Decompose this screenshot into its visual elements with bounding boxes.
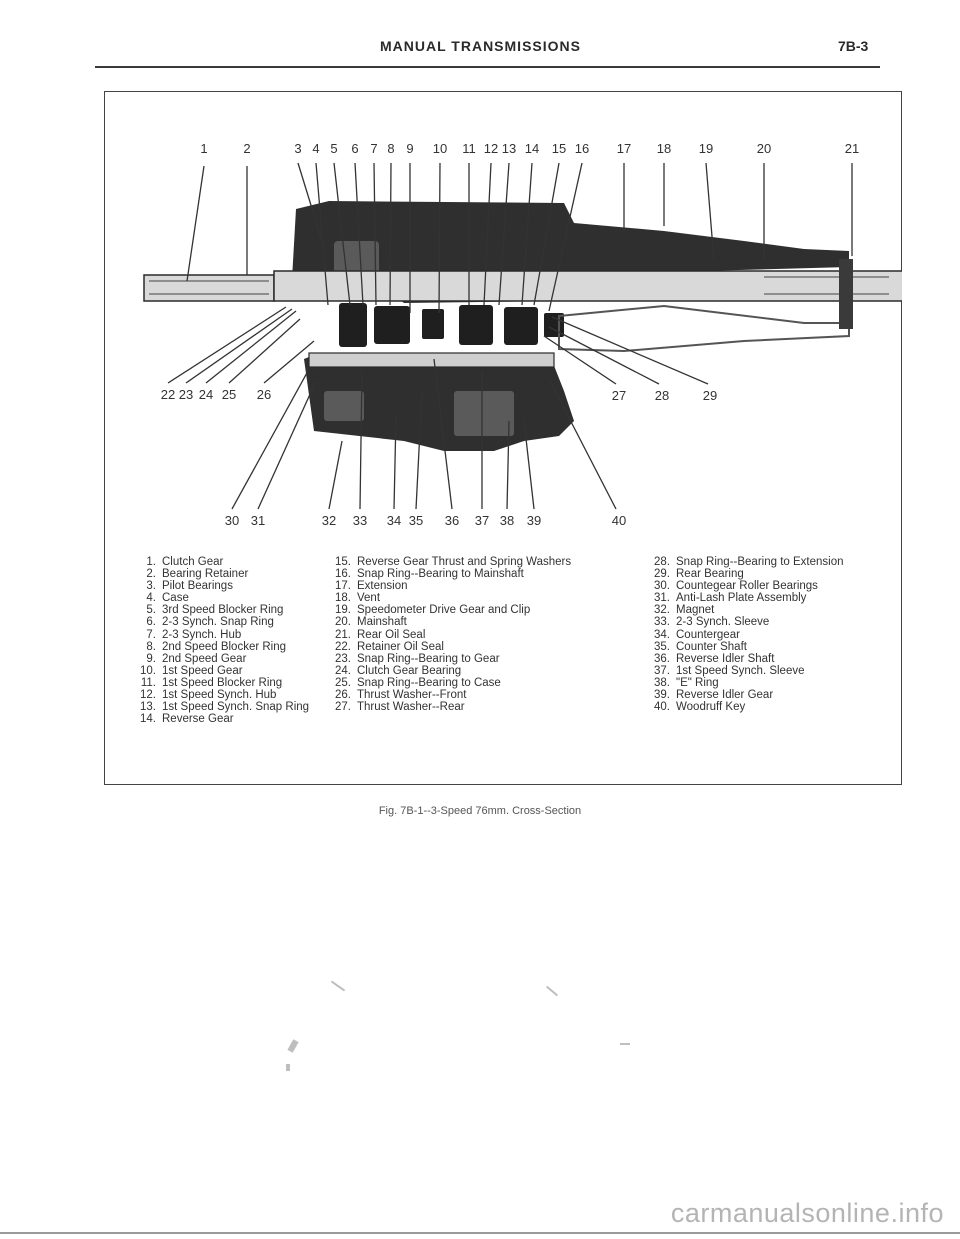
- legend-item: [130, 568, 309, 580]
- legend-item: [130, 701, 309, 713]
- callout-number: 24: [198, 387, 214, 402]
- legend-item: [644, 592, 844, 604]
- legend-item-label: Clutch Gear: [162, 556, 224, 568]
- legend-item-number: 14.: [140, 713, 156, 726]
- legend-item: [325, 629, 571, 641]
- legend-item-number: 20.: [335, 616, 351, 629]
- callout-number: 37: [474, 513, 490, 528]
- legend-item-label: 2-3 Synch. Hub: [162, 628, 242, 641]
- legend-item-label: Retainer Oil Seal: [357, 640, 444, 653]
- legend-item: [130, 689, 309, 701]
- callout-number: 22: [160, 387, 176, 402]
- legend-item-label: Snap Ring--Bearing to Extension: [676, 556, 844, 568]
- legend-item: [644, 616, 844, 628]
- legend-item: [644, 568, 844, 580]
- legend-item: [325, 604, 571, 616]
- legend-item-number: 36.: [654, 652, 670, 665]
- legend-item: [644, 689, 844, 701]
- scan-smudge: [331, 981, 345, 992]
- legend-column-2: [325, 556, 571, 713]
- legend-item: [325, 665, 571, 677]
- scan-smudge: [286, 1064, 290, 1071]
- legend-item-number: 21.: [335, 628, 351, 641]
- legend-item-label: Countegear Roller Bearings: [676, 580, 818, 593]
- callout-number: 15: [551, 141, 567, 156]
- legend-item-number: 7.: [146, 628, 156, 641]
- callout-number: 26: [256, 387, 272, 402]
- legend-item-label: Rear Bearing: [676, 568, 744, 581]
- legend-item-number: 31.: [654, 592, 670, 605]
- scan-smudge: [546, 986, 558, 997]
- page-header-title: MANUAL TRANSMISSIONS: [380, 38, 581, 54]
- callout-number: 21: [844, 141, 860, 156]
- callout-number: 13: [501, 141, 517, 156]
- legend-item-label: Bearing Retainer: [162, 568, 249, 581]
- legend-item-label: Counter Shaft: [676, 640, 747, 653]
- legend-item-label: Case: [162, 592, 189, 605]
- legend-item-number: 13.: [140, 701, 156, 714]
- legend-item: [130, 556, 309, 568]
- callout-number: 4: [312, 141, 320, 156]
- legend-item-number: 26.: [335, 689, 351, 702]
- legend-item: [325, 701, 571, 713]
- legend-item: [130, 641, 309, 653]
- callout-number: 27: [611, 388, 627, 403]
- legend-item-number: 3.: [146, 580, 156, 593]
- callout-number: 33: [352, 513, 368, 528]
- legend-item-number: 11.: [140, 676, 156, 689]
- callout-number: 8: [387, 141, 395, 156]
- legend-item-number: 5.: [146, 604, 156, 617]
- legend-item-number: 12.: [140, 689, 156, 702]
- legend-item: [130, 629, 309, 641]
- legend-item: [325, 616, 571, 628]
- callout-number: 12: [483, 141, 499, 156]
- legend-item: [644, 665, 844, 677]
- callout-number: 39: [526, 513, 542, 528]
- legend-item-label: Snap Ring--Bearing to Case: [357, 676, 501, 689]
- legend-item-number: 15.: [335, 556, 351, 568]
- legend-item-number: 16.: [335, 568, 351, 581]
- legend-item-label: Anti-Lash Plate Assembly: [676, 592, 807, 605]
- callout-number: 25: [221, 387, 237, 402]
- legend-item-label: Clutch Gear Bearing: [357, 664, 462, 677]
- page-number: 7B-3: [838, 38, 869, 54]
- legend-item-label: Pilot Bearings: [162, 580, 233, 593]
- legend-item-number: 25.: [335, 676, 351, 689]
- legend-item: [325, 653, 571, 665]
- watermark-text: carmanualsonline.info: [670, 1198, 944, 1228]
- legend-item: [130, 653, 309, 665]
- legend-item-number: 32.: [654, 604, 670, 617]
- legend-item: [130, 677, 309, 689]
- callout-number: 23: [178, 387, 194, 402]
- legend-item: [644, 677, 844, 689]
- legend-item: [325, 580, 571, 592]
- callout-number: 29: [702, 388, 718, 403]
- legend-item-number: 2.: [146, 568, 156, 581]
- legend-item-label: Snap Ring--Bearing to Gear: [357, 652, 500, 665]
- figure-caption: Fig. 7B-1--3-Speed 76mm. Cross-Section: [378, 805, 582, 817]
- legend-item-label: 1st Speed Synch. Hub: [162, 689, 277, 702]
- legend-item-label: 2-3 Synch. Snap Ring: [162, 616, 274, 629]
- legend-item-number: 17.: [335, 580, 351, 593]
- legend-item-label: Snap Ring--Bearing to Mainshaft: [357, 568, 524, 581]
- legend-item-number: 39.: [654, 689, 670, 702]
- callout-number: 11: [462, 141, 476, 156]
- countershaft: [309, 353, 554, 367]
- legend-item: [325, 677, 571, 689]
- transmission-cross-section-illustration: [104, 91, 902, 541]
- legend-item: [325, 641, 571, 653]
- legend-item: [325, 592, 571, 604]
- legend-item-label: Speedometer Drive Gear and Clip: [357, 604, 531, 617]
- footer-divider: [0, 1232, 960, 1234]
- legend-item-number: 22.: [335, 640, 351, 653]
- legend-item-label: 1st Speed Synch. Snap Ring: [162, 701, 310, 714]
- callout-number: 18: [656, 141, 672, 156]
- legend-item: [644, 556, 844, 568]
- callout-number: 9: [406, 141, 414, 156]
- legend-item-label: Magnet: [676, 604, 715, 617]
- legend-item: [644, 653, 844, 665]
- legend-item-number: 40.: [654, 701, 670, 714]
- legend-item-number: 10.: [140, 664, 156, 677]
- callout-number: 28: [654, 388, 670, 403]
- legend-item-label: "E" Ring: [676, 676, 719, 689]
- legend-item-number: 37.: [654, 664, 670, 677]
- legend-item-number: 34.: [654, 628, 670, 641]
- scan-smudge: [287, 1039, 298, 1052]
- legend-item-number: 1.: [146, 556, 156, 568]
- legend-item-label: Countergear: [676, 628, 740, 641]
- legend-item: [130, 665, 309, 677]
- legend-item-label: Vent: [357, 592, 381, 605]
- callout-number: 36: [444, 513, 460, 528]
- legend-item-label: Mainshaft: [357, 616, 407, 629]
- legend-item-label: 2nd Speed Blocker Ring: [162, 640, 287, 653]
- legend-item-label: 3rd Speed Blocker Ring: [162, 604, 284, 617]
- legend-item-number: 28.: [654, 556, 670, 568]
- callout-number: 6: [351, 141, 359, 156]
- legend-item-number: 35.: [654, 640, 670, 653]
- legend-item: [325, 556, 571, 568]
- legend-item-number: 33.: [654, 616, 670, 629]
- legend-column-3: [644, 556, 844, 713]
- callout-number: 16: [574, 141, 590, 156]
- legend-item-number: 18.: [335, 592, 351, 605]
- legend-item-label: Reverse Idler Shaft: [676, 652, 775, 665]
- callout-number: 19: [698, 141, 714, 156]
- legend-item-label: 1st Speed Blocker Ring: [162, 676, 283, 689]
- callout-number: 1: [200, 141, 208, 156]
- legend-item-number: 24.: [335, 664, 351, 677]
- legend-item-label: Thrust Washer--Front: [357, 689, 467, 702]
- legend-item-label: 2-3 Synch. Sleeve: [676, 616, 770, 629]
- callout-number: 10: [432, 141, 448, 156]
- legend-item-number: 38.: [654, 676, 670, 689]
- legend-item-number: 19.: [335, 604, 351, 617]
- legend-item: [130, 580, 309, 592]
- legend-item-label: 1st Speed Synch. Sleeve: [676, 664, 805, 677]
- legend-item: [325, 689, 571, 701]
- legend-item-label: 2nd Speed Gear: [162, 652, 247, 665]
- legend-item-number: 29.: [654, 568, 670, 581]
- callout-number: 3: [294, 141, 302, 156]
- legend-item-number: 6.: [146, 616, 156, 629]
- legend-item: [130, 604, 309, 616]
- header-divider: [95, 66, 880, 68]
- legend-item-number: 23.: [335, 652, 351, 665]
- callout-number: 5: [330, 141, 338, 156]
- legend-item-label: 1st Speed Gear: [162, 664, 243, 677]
- legend-item: [644, 580, 844, 592]
- legend-item-label: Rear Oil Seal: [357, 628, 426, 641]
- legend-item: [644, 604, 844, 616]
- legend-item-number: 9.: [146, 652, 156, 665]
- callout-number: 35: [408, 513, 424, 528]
- legend-item-label: Reverse Gear: [162, 713, 234, 726]
- mainshaft-gears: [339, 303, 564, 347]
- callout-number: 17: [616, 141, 632, 156]
- legend-item: [644, 701, 844, 713]
- legend-column-1: [130, 556, 309, 725]
- legend-item: [130, 592, 309, 604]
- legend-item-number: 4.: [146, 592, 156, 605]
- callout-number: 34: [386, 513, 402, 528]
- callout-number: 2: [243, 141, 251, 156]
- legend-item-number: 30.: [654, 580, 670, 593]
- legend-item-label: Extension: [357, 580, 408, 593]
- legend-item: [325, 568, 571, 580]
- legend-item-number: 27.: [335, 701, 351, 714]
- legend-item: [130, 713, 309, 725]
- callout-number: 20: [756, 141, 772, 156]
- legend-item-label: Thrust Washer--Rear: [357, 701, 465, 714]
- legend-item-label: Reverse Idler Gear: [676, 689, 774, 702]
- legend-item: [644, 641, 844, 653]
- callout-number: 14: [524, 141, 540, 156]
- callout-number: 32: [321, 513, 337, 528]
- legend-item: [130, 616, 309, 628]
- scan-smudge: [620, 1043, 630, 1045]
- legend-item-label: Woodruff Key: [676, 701, 746, 714]
- callout-number: 40: [611, 513, 627, 528]
- callout-number: 7: [370, 141, 378, 156]
- legend-item-label: Reverse Gear Thrust and Spring Washers: [357, 556, 572, 568]
- callout-number: 30: [224, 513, 240, 528]
- legend-item: [644, 629, 844, 641]
- callout-number: 38: [499, 513, 515, 528]
- callout-number: 31: [250, 513, 266, 528]
- legend-item-number: 8.: [146, 640, 156, 653]
